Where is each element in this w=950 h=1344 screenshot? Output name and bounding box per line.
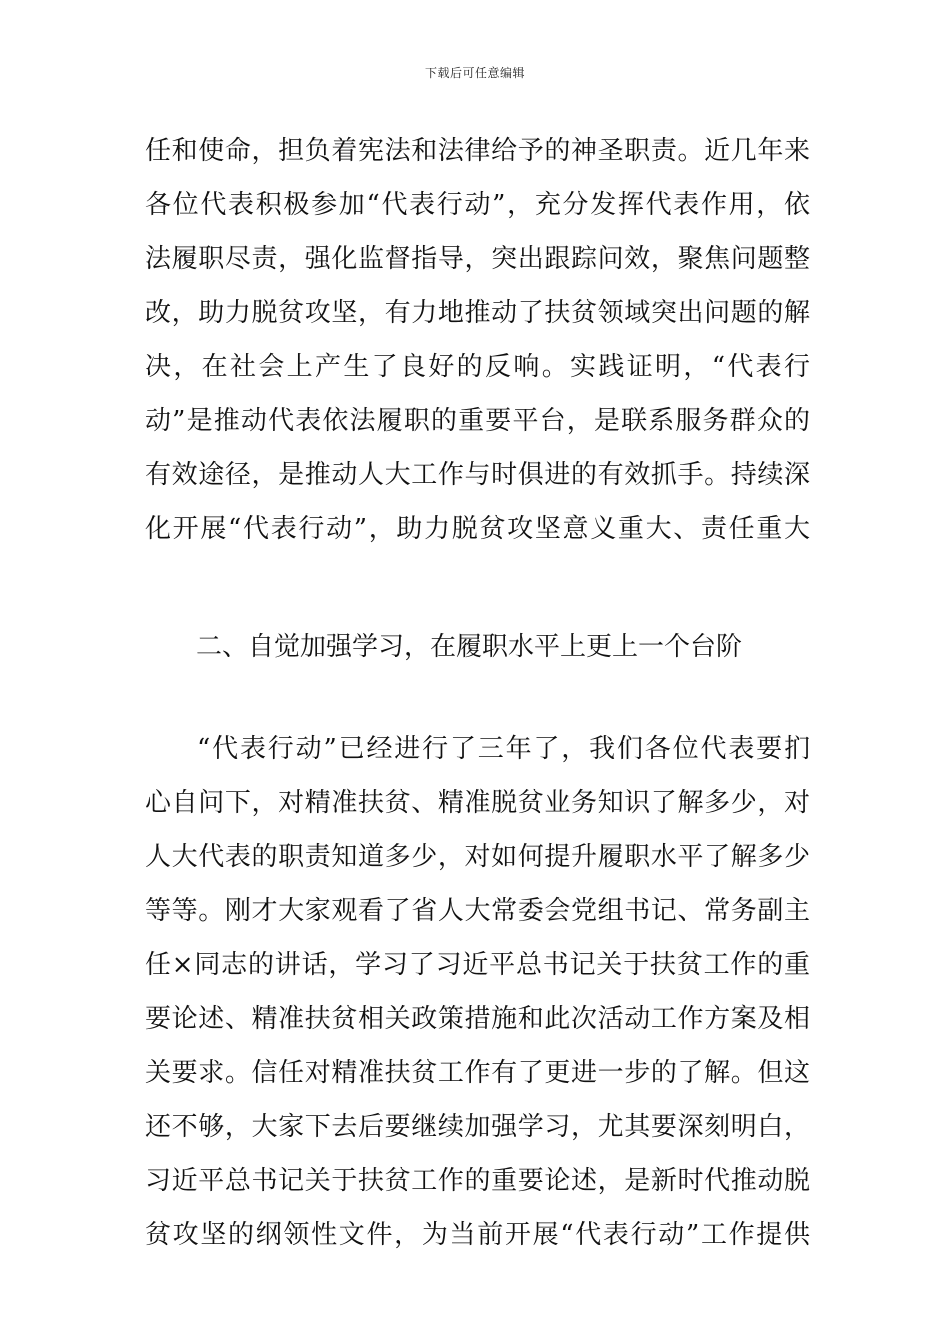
paragraph-line: “代表行动”已经进行了三年了，我们各位代表要扪: [197, 734, 810, 764]
paragraph-line: 习近平总书记关于扶贫工作的重要论述，是新时代推动脱: [145, 1166, 810, 1196]
paragraph-line: 改，助力脱贫攻坚，有力地推动了扶贫领域突出问题的解: [145, 298, 810, 328]
paragraph-line: 人大代表的职责知道多少，对如何提升履职水平了解多少: [145, 842, 810, 872]
page-header: 下载后可任意编辑: [424, 66, 525, 80]
paragraph-line: 决，在社会上产生了良好的反响。实践证明，“代表行: [145, 352, 810, 382]
paragraph-line: 心自问下，对精准扶贫、精准脱贫业务知识了解多少，对: [145, 788, 810, 818]
paragraph-line: 法履职尽责，强化监督指导，突出跟踪问效，聚焦问题整: [145, 244, 810, 274]
paragraph-line: 贫攻坚的纲领性文件，为当前开展“代表行动”工作提供: [145, 1220, 810, 1250]
paragraph-line: 任和使命，担负着宪法和法律给予的神圣职责。近几年来: [145, 136, 810, 166]
paragraph-line: 动”是推动代表依法履职的重要平台，是联系服务群众的: [145, 406, 810, 436]
section-heading: 二、自觉加强学习，在履职水平上更上一个台阶: [196, 632, 743, 662]
paragraph-1: [145, 124, 810, 556]
paragraph-line: 关要求。信任对精准扶贫工作有了更进一步的了解。但这: [145, 1058, 810, 1088]
paragraph-line: 要论述、精准扶贫相关政策措施和此次活动工作方案及相: [145, 1004, 810, 1034]
paragraph-line: 化开展“代表行动”，助力脱贫攻坚意义重大、责任重大: [145, 514, 810, 544]
paragraph-line: 任×同志的讲话，学习了习近平总书记关于扶贫工作的重: [145, 950, 810, 980]
paragraph-2: [145, 722, 810, 1262]
paragraph-line: 等等。刚才大家观看了省人大常委会党组书记、常务副主: [145, 896, 810, 926]
paragraph-line: 有效途径，是推动人大工作与时俱进的有效抓手。持续深: [145, 460, 810, 490]
paragraph-line: 各位代表积极参加“代表行动”，充分发挥代表作用，依: [145, 190, 810, 220]
paragraph-line: 还不够，大家下去后要继续加强学习，尤其要深刻明白，: [145, 1112, 810, 1142]
